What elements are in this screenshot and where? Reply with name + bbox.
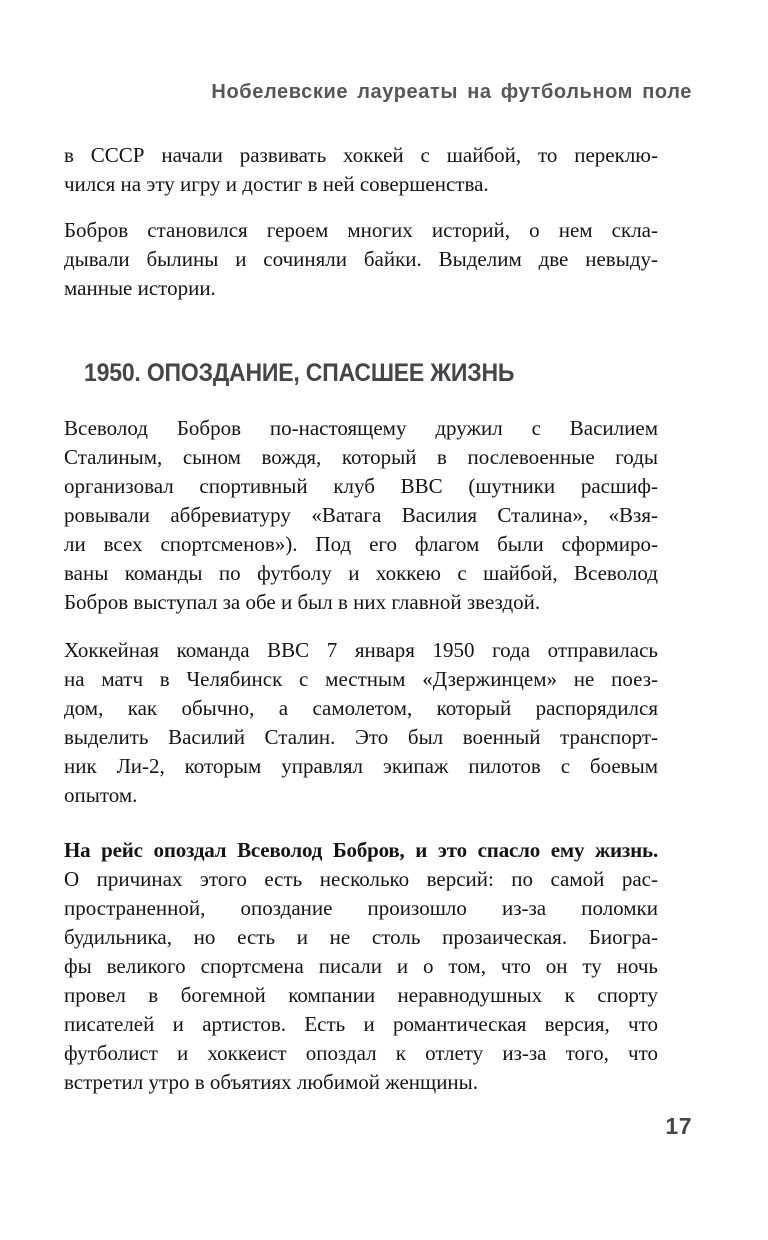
text-line: ник Ли-2, которым управлял экипаж пилотов с боевым bbox=[64, 754, 658, 778]
text-line: писателей и артистов. Есть и романтическая версия, что bbox=[64, 1012, 658, 1036]
text-line: Всеволод Бобров по-настоящему дружил с Василием bbox=[64, 416, 658, 440]
paragraph-4 bbox=[64, 636, 658, 810]
page-number: 17 bbox=[665, 1113, 692, 1139]
text-line: встретил утро в объятиях любимой женщины. bbox=[64, 1070, 479, 1094]
section-heading: 1950. ОПОЗДАНИЕ, СПАСШЕЕ ЖИЗНЬ bbox=[84, 359, 515, 387]
text-line: Бобров выступал за обе и был в них главной звездой. bbox=[64, 590, 541, 614]
text-line: Сталиным, сыном вождя, который в послевоенные годы bbox=[64, 445, 658, 469]
page-content bbox=[0, 141, 658, 1097]
paragraph-3 bbox=[64, 414, 658, 617]
text-line: пространенной, опоздание произошло из-за поломки bbox=[64, 896, 658, 920]
text-line: ваны команды по футболу и хоккею с шайбой, Всеволод bbox=[64, 561, 658, 585]
text-line: дывали былины и сочиняли байки. Выделим две невыду- bbox=[64, 247, 658, 271]
text-line: Хоккейная команда ВВС 7 января 1950 года отправилась bbox=[64, 638, 658, 662]
text-line: дом, как обычно, а самолетом, который распорядился bbox=[64, 696, 658, 720]
paragraph-5 bbox=[64, 836, 658, 1097]
paragraph-2 bbox=[64, 216, 658, 303]
text-line: ли всех спортсменов»). Под его флагом были сформиро- bbox=[64, 532, 658, 556]
text-line: манные истории. bbox=[64, 276, 216, 300]
text-line: О причинах этого есть несколько версий: по самой рас- bbox=[64, 867, 658, 891]
text-line: фы великого спортсмена писали и о том, что он ту ночь bbox=[64, 954, 658, 978]
text-line: организовал спортивный клуб ВВС (шутники расшиф- bbox=[64, 474, 658, 498]
paragraph-5-rest bbox=[64, 865, 658, 1097]
running-header: Нобелевские лауреаты на футбольном поле bbox=[211, 81, 692, 103]
text-line: выделить Василий Сталин. Это был военный транспорт- bbox=[64, 725, 658, 749]
paragraph-1 bbox=[64, 141, 658, 199]
text-line: ровывали аббревиатуру «Ватага Василия Сталина», «Взя- bbox=[64, 503, 658, 527]
text-line: провел в богемной компании неравнодушных к спорту bbox=[64, 983, 658, 1007]
text-line: в СССР начали развивать хоккей с шайбой, то переклю- bbox=[64, 143, 658, 167]
text-line: футболист и хоккеист опоздал к отлету из-за того, что bbox=[64, 1041, 658, 1065]
text-line: опытом. bbox=[64, 783, 138, 807]
text-line: чился на эту игру и достиг в ней совершенства. bbox=[64, 172, 489, 196]
text-line: будильника, но есть и не столь прозаическая. Биогра- bbox=[64, 925, 658, 949]
text-line: на матч в Челябинск с местным «Дзержинцем» не поез- bbox=[64, 667, 658, 691]
text-line: Бобров становился героем многих историй, о нем скла- bbox=[64, 218, 658, 242]
paragraph-5-bold-lead: На рейс опоздал Всеволод Бобров, и это спасло ему жизнь. bbox=[64, 838, 658, 862]
